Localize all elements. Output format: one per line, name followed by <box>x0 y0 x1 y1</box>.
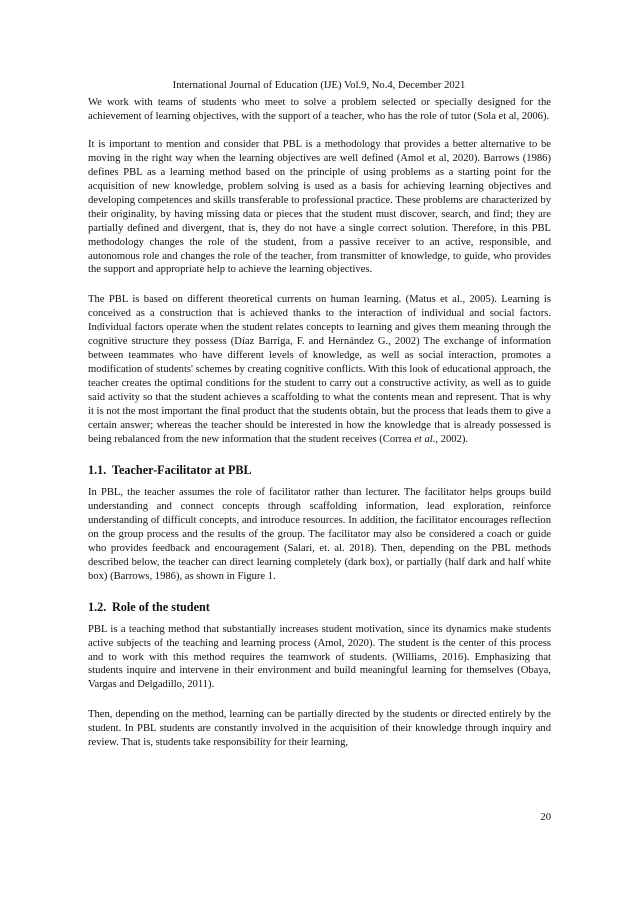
paragraph: In PBL, the teacher assumes the role of facilitator rather than lecturer. The facilitator helps groups build understanding and connect concepts through scaffolding information, lead exploration, reinforce understanding of difficult concepts, and introduce resources. In addition, the facilitator encourages reflection on the group process and the results of the group. The facilitator may also be considered a coach or guide who provides feedback and encouragement (Salari, et. al. 2018). Then, depending on the PBL methods described below, the teacher can direct learning completely (dark box), or partially (half dark and half white box) (Barrows, 1986), as shown in Figure 1. <box>88 486 551 582</box>
section-heading <box>88 600 551 615</box>
paragraph: We work with teams of students who meet to solve a problem selected or specially designed for the achievement of learning objectives, with the support of a teacher, who has the role of tutor (Sola et al, 2006). <box>88 97 551 122</box>
section-title: Teacher-Facilitator at PBL <box>112 462 252 477</box>
page-number: 20 <box>540 812 551 823</box>
paragraph: Then, depending on the method, learning can be partially directed by the students or directed entirely by the student. In PBL students are constantly involved in the acquisition of their knowledge through inquiry and review. That is, students take responsibility for their learning, <box>88 709 551 749</box>
paragraph: PBL is a teaching method that substantially increases student motivation, since its dynamics make students active subjects of the teaching and learning process (Amol, 2020). The student is the center of this process and to work with this method requires the teamwork of students. (Williams, 2016). Emphasizing that students inquire and intervene in their environment and build meaningful learning for themselves (Obaya, Vargas and Delgadillo, 2011). <box>88 623 551 691</box>
section-title: Role of the student <box>112 599 210 614</box>
paragraph: It is important to mention and consider that PBL is a methodology that provides a better alternative to be moving in the right way when the learning objectives are well defined (Amol et al, 2020). Barrows (1986) defines PBL as a learning method based on the principle of using problems as a starting point for the acquisition of new knowledge, problem solving is used as a basis for achieving learning objectives and developing competences and skills transferable to professional practice. These problems are characterized by their originality, by having missing data or pieces that the student must discover, search, and find; they are partially defined and divergent, that is, they do not have a single correct solution. Therefore, in this PBL methodology changes the role of the student, from a passive receiver to an active, responsible, and autonomous role and changes the role of the teacher, from transmitter of knowledge, to guide, who provides the support and appropriate help to achieve the learning objectives. <box>88 138 551 276</box>
section-heading <box>88 463 551 478</box>
paragraph-theory <box>88 293 551 446</box>
body-text <box>88 96 551 766</box>
paragraph-text: , 2002). <box>435 433 469 445</box>
section-number: 1.2. <box>88 599 107 614</box>
italic-citation: et al. <box>414 433 436 445</box>
paragraph-text: The PBL is based on different theoretical currents on human learning. (Matus et al., 2005). Learning is conceived as a construction that is achieved thanks to the interaction of individual and social factors. Individual factors operate when the student relates concepts to learning and gives them meaning through the cognitive structure they possess (Díaz Barriga, F. and Hernández G., 2002) The exchange of information between teammates who have different levels of knowledge, as well as social interaction, promotes a modification of students' schemes by creating cognitive conflicts. With this look of educational approach, the teacher creates the optimal conditions for the student to carry out a constructive activity, as well as to guide said activity so that the student achieves a scaffolding to what the contents mean and represent. That is why it is not the most important the final product that the students obtain, but the process that leads them to give a certain answer; whereas the teacher should be interested in how the knowledge that is already possessed is being rebalanced from the new information that the student receives (Correa <box>88 294 551 445</box>
running-header: International Journal of Education (IJE) Vol.9, No.4, December 2021 <box>172 80 466 91</box>
section-number: 1.1. <box>88 462 107 477</box>
